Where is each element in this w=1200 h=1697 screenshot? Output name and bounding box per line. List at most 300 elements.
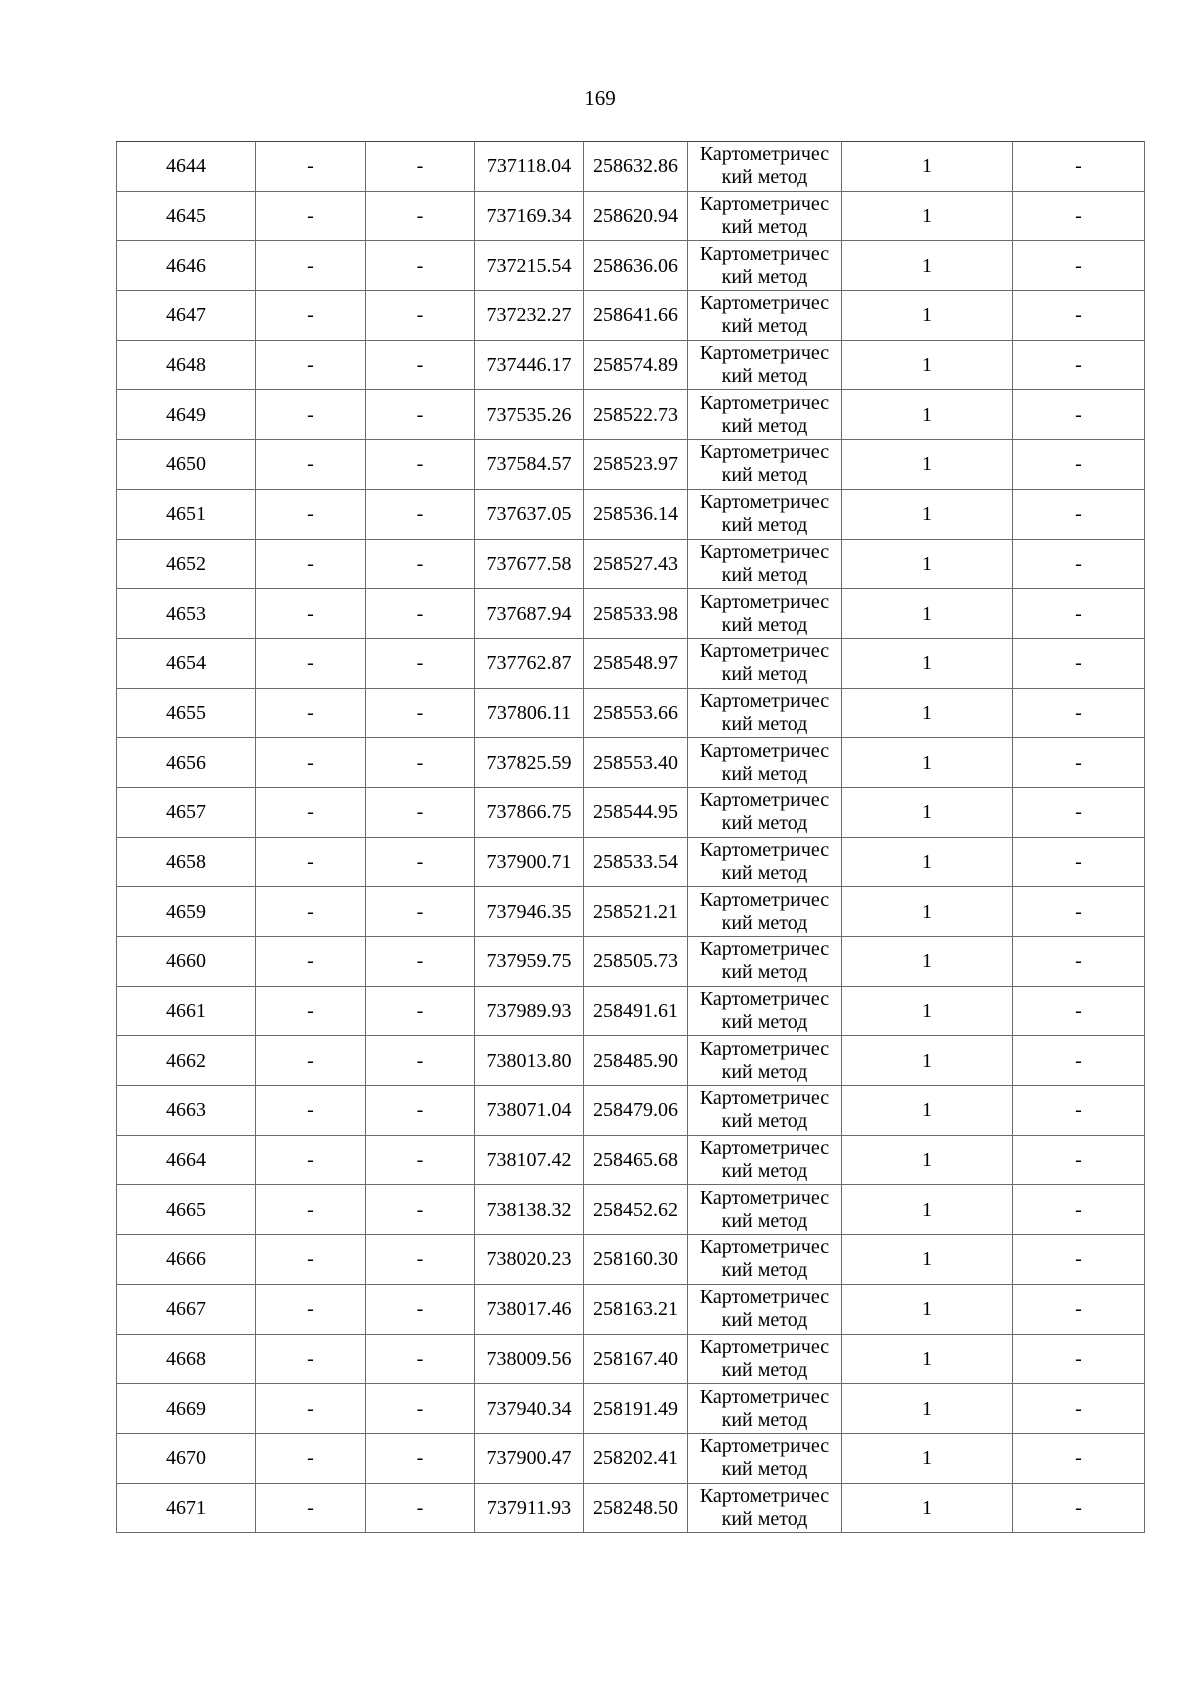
- accuracy-cell: 1: [842, 837, 1013, 887]
- dash-cell-c: -: [1013, 539, 1145, 589]
- method-line-1: Картометричес: [699, 1236, 830, 1259]
- method-line-2: кий метод: [721, 961, 808, 984]
- accuracy-cell: 1: [842, 1235, 1013, 1285]
- method-line-1: Картометричес: [699, 491, 830, 514]
- point-number-cell: 4666: [117, 1235, 256, 1285]
- dash-cell-c: -: [1013, 340, 1145, 390]
- x-coordinate-cell: 737215.54: [475, 241, 584, 291]
- dash-cell-a: -: [256, 738, 366, 788]
- method-line-1: Картометричес: [699, 590, 830, 613]
- dash-cell-a: -: [256, 688, 366, 738]
- y-coordinate-cell: 258465.68: [584, 1135, 688, 1185]
- method-cell: [688, 1235, 842, 1285]
- accuracy-cell: 1: [842, 1036, 1013, 1086]
- method-line-2: кий метод: [721, 216, 808, 239]
- dash-cell-c: -: [1013, 440, 1145, 490]
- y-coordinate-cell: 258553.40: [584, 738, 688, 788]
- method-line-1: Картометричес: [699, 689, 830, 712]
- method-cell: [688, 1334, 842, 1384]
- method-cell: [688, 837, 842, 887]
- method-line-1: Картометричес: [699, 1385, 830, 1408]
- dash-cell-c: -: [1013, 986, 1145, 1036]
- x-coordinate-cell: 737806.11: [475, 688, 584, 738]
- dash-cell-b: -: [366, 1334, 475, 1384]
- method-line-2: кий метод: [721, 1408, 808, 1431]
- dash-cell-a: -: [256, 1433, 366, 1483]
- dash-cell-b: -: [366, 1483, 475, 1533]
- table-row: [117, 1483, 1145, 1533]
- table-row: [117, 1284, 1145, 1334]
- y-coordinate-cell: 258641.66: [584, 291, 688, 341]
- dash-cell-c: -: [1013, 738, 1145, 788]
- table-row: [117, 1334, 1145, 1384]
- dash-cell-a: -: [256, 1334, 366, 1384]
- table-row: [117, 291, 1145, 341]
- dash-cell-c: -: [1013, 787, 1145, 837]
- dash-cell-b: -: [366, 291, 475, 341]
- dash-cell-a: -: [256, 440, 366, 490]
- method-cell: [688, 1135, 842, 1185]
- dash-cell-c: -: [1013, 1433, 1145, 1483]
- x-coordinate-cell: 737232.27: [475, 291, 584, 341]
- y-coordinate-cell: 258485.90: [584, 1036, 688, 1086]
- y-coordinate-cell: 258533.98: [584, 589, 688, 639]
- table-row: [117, 142, 1145, 192]
- dash-cell-a: -: [256, 489, 366, 539]
- point-number-cell: 4654: [117, 638, 256, 688]
- y-coordinate-cell: 258479.06: [584, 1086, 688, 1136]
- accuracy-cell: 1: [842, 1384, 1013, 1434]
- y-coordinate-cell: 258553.66: [584, 688, 688, 738]
- method-line-1: Картометричес: [699, 540, 830, 563]
- point-number-cell: 4662: [117, 1036, 256, 1086]
- method-line-2: кий метод: [721, 1309, 808, 1332]
- table-row: [117, 1185, 1145, 1235]
- x-coordinate-cell: 738138.32: [475, 1185, 584, 1235]
- method-line-2: кий метод: [721, 1259, 808, 1282]
- dash-cell-a: -: [256, 291, 366, 341]
- method-cell: [688, 638, 842, 688]
- method-cell: [688, 1036, 842, 1086]
- method-cell: [688, 241, 842, 291]
- dash-cell-a: -: [256, 937, 366, 987]
- dash-cell-c: -: [1013, 1334, 1145, 1384]
- point-number-cell: 4650: [117, 440, 256, 490]
- method-line-1: Картометричес: [699, 1335, 830, 1358]
- accuracy-cell: 1: [842, 1483, 1013, 1533]
- method-cell: [688, 291, 842, 341]
- x-coordinate-cell: 737677.58: [475, 539, 584, 589]
- method-cell: [688, 688, 842, 738]
- point-number-cell: 4651: [117, 489, 256, 539]
- dash-cell-a: -: [256, 142, 366, 192]
- y-coordinate-cell: 258163.21: [584, 1284, 688, 1334]
- dash-cell-b: -: [366, 390, 475, 440]
- method-line-2: кий метод: [721, 563, 808, 586]
- dash-cell-a: -: [256, 1384, 366, 1434]
- method-line-2: кий метод: [721, 1060, 808, 1083]
- method-line-1: Картометричес: [699, 1137, 830, 1160]
- table-row: [117, 1235, 1145, 1285]
- accuracy-cell: 1: [842, 1284, 1013, 1334]
- method-line-2: кий метод: [721, 1110, 808, 1133]
- dash-cell-b: -: [366, 1135, 475, 1185]
- dash-cell-b: -: [366, 1086, 475, 1136]
- method-cell: [688, 440, 842, 490]
- x-coordinate-cell: 738017.46: [475, 1284, 584, 1334]
- dash-cell-c: -: [1013, 1185, 1145, 1235]
- dash-cell-a: -: [256, 1086, 366, 1136]
- dash-cell-b: -: [366, 489, 475, 539]
- table-row: [117, 589, 1145, 639]
- table-row: [117, 688, 1145, 738]
- x-coordinate-cell: 738009.56: [475, 1334, 584, 1384]
- x-coordinate-cell: 737762.87: [475, 638, 584, 688]
- point-number-cell: 4652: [117, 539, 256, 589]
- accuracy-cell: 1: [842, 887, 1013, 937]
- method-cell: [688, 589, 842, 639]
- accuracy-cell: 1: [842, 1433, 1013, 1483]
- dash-cell-c: -: [1013, 837, 1145, 887]
- point-number-cell: 4663: [117, 1086, 256, 1136]
- accuracy-cell: 1: [842, 489, 1013, 539]
- dash-cell-c: -: [1013, 1135, 1145, 1185]
- dash-cell-b: -: [366, 1235, 475, 1285]
- y-coordinate-cell: 258632.86: [584, 142, 688, 192]
- dash-cell-a: -: [256, 1135, 366, 1185]
- dash-cell-b: -: [366, 1284, 475, 1334]
- dash-cell-c: -: [1013, 191, 1145, 241]
- dash-cell-a: -: [256, 390, 366, 440]
- method-line-1: Картометричес: [699, 1484, 830, 1507]
- point-number-cell: 4646: [117, 241, 256, 291]
- method-line-1: Картометричес: [699, 938, 830, 961]
- method-line-2: кий метод: [721, 1358, 808, 1381]
- x-coordinate-cell: 738013.80: [475, 1036, 584, 1086]
- method-line-2: кий метод: [721, 414, 808, 437]
- point-number-cell: 4669: [117, 1384, 256, 1434]
- dash-cell-b: -: [366, 340, 475, 390]
- point-number-cell: 4658: [117, 837, 256, 887]
- method-line-1: Картометричес: [699, 391, 830, 414]
- x-coordinate-cell: 737169.34: [475, 191, 584, 241]
- method-line-1: Картометричес: [699, 988, 830, 1011]
- x-coordinate-cell: 738020.23: [475, 1235, 584, 1285]
- dash-cell-b: -: [366, 1185, 475, 1235]
- method-line-2: кий метод: [721, 166, 808, 189]
- dash-cell-c: -: [1013, 1483, 1145, 1533]
- accuracy-cell: 1: [842, 390, 1013, 440]
- method-line-2: кий метод: [721, 1011, 808, 1034]
- dash-cell-c: -: [1013, 241, 1145, 291]
- x-coordinate-cell: 737637.05: [475, 489, 584, 539]
- x-coordinate-cell: 737687.94: [475, 589, 584, 639]
- accuracy-cell: 1: [842, 142, 1013, 192]
- dash-cell-b: -: [366, 1433, 475, 1483]
- dash-cell-b: -: [366, 738, 475, 788]
- point-number-cell: 4670: [117, 1433, 256, 1483]
- y-coordinate-cell: 258548.97: [584, 638, 688, 688]
- x-coordinate-cell: 738107.42: [475, 1135, 584, 1185]
- accuracy-cell: 1: [842, 1135, 1013, 1185]
- dash-cell-c: -: [1013, 1235, 1145, 1285]
- dash-cell-b: -: [366, 191, 475, 241]
- method-cell: [688, 191, 842, 241]
- point-number-cell: 4668: [117, 1334, 256, 1384]
- y-coordinate-cell: 258167.40: [584, 1334, 688, 1384]
- point-number-cell: 4660: [117, 937, 256, 987]
- method-line-2: кий метод: [721, 315, 808, 338]
- accuracy-cell: 1: [842, 937, 1013, 987]
- table-body: [117, 142, 1145, 1533]
- y-coordinate-cell: 258191.49: [584, 1384, 688, 1434]
- method-line-1: Картометричес: [699, 1186, 830, 1209]
- table-row: [117, 241, 1145, 291]
- dash-cell-b: -: [366, 440, 475, 490]
- accuracy-cell: 1: [842, 291, 1013, 341]
- dash-cell-a: -: [256, 1036, 366, 1086]
- dash-cell-a: -: [256, 986, 366, 1036]
- dash-cell-a: -: [256, 1483, 366, 1533]
- dash-cell-a: -: [256, 887, 366, 937]
- dash-cell-c: -: [1013, 291, 1145, 341]
- dash-cell-b: -: [366, 241, 475, 291]
- table-row: [117, 1036, 1145, 1086]
- x-coordinate-cell: 737900.71: [475, 837, 584, 887]
- method-line-1: Картометричес: [699, 1286, 830, 1309]
- method-cell: [688, 539, 842, 589]
- method-cell: [688, 887, 842, 937]
- point-number-cell: 4671: [117, 1483, 256, 1533]
- dash-cell-b: -: [366, 986, 475, 1036]
- method-line-2: кий метод: [721, 712, 808, 735]
- dash-cell-b: -: [366, 589, 475, 639]
- y-coordinate-cell: 258522.73: [584, 390, 688, 440]
- dash-cell-c: -: [1013, 1384, 1145, 1434]
- y-coordinate-cell: 258527.43: [584, 539, 688, 589]
- method-line-1: Картометричес: [699, 441, 830, 464]
- method-cell: [688, 1185, 842, 1235]
- accuracy-cell: 1: [842, 986, 1013, 1036]
- y-coordinate-cell: 258491.61: [584, 986, 688, 1036]
- x-coordinate-cell: 737866.75: [475, 787, 584, 837]
- dash-cell-a: -: [256, 1185, 366, 1235]
- y-coordinate-cell: 258505.73: [584, 937, 688, 987]
- dash-cell-b: -: [366, 539, 475, 589]
- table-row: [117, 1433, 1145, 1483]
- method-line-2: кий метод: [721, 812, 808, 835]
- table-row: [117, 440, 1145, 490]
- dash-cell-c: -: [1013, 1284, 1145, 1334]
- method-cell: [688, 489, 842, 539]
- method-line-2: кий метод: [721, 265, 808, 288]
- method-line-2: кий метод: [721, 464, 808, 487]
- method-line-1: Картометричес: [699, 1087, 830, 1110]
- table-row: [117, 986, 1145, 1036]
- accuracy-cell: 1: [842, 440, 1013, 490]
- dash-cell-a: -: [256, 340, 366, 390]
- x-coordinate-cell: 737118.04: [475, 142, 584, 192]
- accuracy-cell: 1: [842, 1185, 1013, 1235]
- method-cell: [688, 738, 842, 788]
- y-coordinate-cell: 258521.21: [584, 887, 688, 937]
- dash-cell-a: -: [256, 1284, 366, 1334]
- method-line-2: кий метод: [721, 1507, 808, 1530]
- method-line-1: Картометричес: [699, 888, 830, 911]
- accuracy-cell: 1: [842, 340, 1013, 390]
- y-coordinate-cell: 258160.30: [584, 1235, 688, 1285]
- method-cell: [688, 1433, 842, 1483]
- method-line-1: Картометричес: [699, 1435, 830, 1458]
- y-coordinate-cell: 258636.06: [584, 241, 688, 291]
- y-coordinate-cell: 258533.54: [584, 837, 688, 887]
- method-cell: [688, 937, 842, 987]
- method-cell: [688, 142, 842, 192]
- method-line-1: Картометричес: [699, 789, 830, 812]
- method-line-2: кий метод: [721, 365, 808, 388]
- y-coordinate-cell: 258452.62: [584, 1185, 688, 1235]
- method-line-1: Картометричес: [699, 1037, 830, 1060]
- method-line-1: Картометричес: [699, 292, 830, 315]
- y-coordinate-cell: 258574.89: [584, 340, 688, 390]
- point-number-cell: 4655: [117, 688, 256, 738]
- table-row: [117, 837, 1145, 887]
- method-cell: [688, 986, 842, 1036]
- x-coordinate-cell: 737825.59: [475, 738, 584, 788]
- method-cell: [688, 390, 842, 440]
- dash-cell-b: -: [366, 1384, 475, 1434]
- table-row: [117, 390, 1145, 440]
- accuracy-cell: 1: [842, 738, 1013, 788]
- table-row: [117, 738, 1145, 788]
- x-coordinate-cell: 737959.75: [475, 937, 584, 987]
- dash-cell-b: -: [366, 142, 475, 192]
- dash-cell-b: -: [366, 837, 475, 887]
- dash-cell-a: -: [256, 638, 366, 688]
- dash-cell-a: -: [256, 787, 366, 837]
- dash-cell-c: -: [1013, 688, 1145, 738]
- x-coordinate-cell: 737446.17: [475, 340, 584, 390]
- table-row: [117, 787, 1145, 837]
- accuracy-cell: 1: [842, 1086, 1013, 1136]
- dash-cell-b: -: [366, 887, 475, 937]
- method-line-1: Картометричес: [699, 242, 830, 265]
- y-coordinate-cell: 258536.14: [584, 489, 688, 539]
- dash-cell-c: -: [1013, 390, 1145, 440]
- point-number-cell: 4648: [117, 340, 256, 390]
- dash-cell-a: -: [256, 241, 366, 291]
- dash-cell-a: -: [256, 191, 366, 241]
- method-line-2: кий метод: [721, 861, 808, 884]
- method-line-1: Картометричес: [699, 838, 830, 861]
- method-line-2: кий метод: [721, 514, 808, 537]
- dash-cell-a: -: [256, 1235, 366, 1285]
- x-coordinate-cell: 738071.04: [475, 1086, 584, 1136]
- dash-cell-c: -: [1013, 142, 1145, 192]
- method-line-1: Картометричес: [699, 143, 830, 166]
- method-line-2: кий метод: [721, 663, 808, 686]
- x-coordinate-cell: 737989.93: [475, 986, 584, 1036]
- point-number-cell: 4661: [117, 986, 256, 1036]
- method-line-2: кий метод: [721, 762, 808, 785]
- table-row: [117, 1384, 1145, 1434]
- x-coordinate-cell: 737911.93: [475, 1483, 584, 1533]
- point-number-cell: 4656: [117, 738, 256, 788]
- dash-cell-b: -: [366, 688, 475, 738]
- point-number-cell: 4657: [117, 787, 256, 837]
- x-coordinate-cell: 737940.34: [475, 1384, 584, 1434]
- y-coordinate-cell: 258202.41: [584, 1433, 688, 1483]
- x-coordinate-cell: 737946.35: [475, 887, 584, 937]
- table-row: [117, 1135, 1145, 1185]
- dash-cell-b: -: [366, 787, 475, 837]
- point-number-cell: 4649: [117, 390, 256, 440]
- method-line-1: Картометричес: [699, 640, 830, 663]
- dash-cell-c: -: [1013, 638, 1145, 688]
- dash-cell-b: -: [366, 638, 475, 688]
- point-number-cell: 4653: [117, 589, 256, 639]
- method-line-2: кий метод: [721, 613, 808, 636]
- method-line-2: кий метод: [721, 1160, 808, 1183]
- dash-cell-c: -: [1013, 887, 1145, 937]
- method-line-1: Картометричес: [699, 342, 830, 365]
- method-line-1: Картометричес: [699, 193, 830, 216]
- x-coordinate-cell: 737584.57: [475, 440, 584, 490]
- point-number-cell: 4659: [117, 887, 256, 937]
- dash-cell-c: -: [1013, 489, 1145, 539]
- point-number-cell: 4664: [117, 1135, 256, 1185]
- table-row: [117, 340, 1145, 390]
- method-cell: [688, 1384, 842, 1434]
- accuracy-cell: 1: [842, 688, 1013, 738]
- accuracy-cell: 1: [842, 589, 1013, 639]
- dash-cell-c: -: [1013, 1086, 1145, 1136]
- accuracy-cell: 1: [842, 787, 1013, 837]
- accuracy-cell: 1: [842, 191, 1013, 241]
- table-row: [117, 1086, 1145, 1136]
- table-row: [117, 937, 1145, 987]
- method-cell: [688, 1086, 842, 1136]
- y-coordinate-cell: 258544.95: [584, 787, 688, 837]
- dash-cell-a: -: [256, 539, 366, 589]
- dash-cell-a: -: [256, 837, 366, 887]
- method-cell: [688, 787, 842, 837]
- coordinates-table: [116, 141, 1145, 1533]
- accuracy-cell: 1: [842, 539, 1013, 589]
- page-number: 169: [584, 86, 616, 110]
- y-coordinate-cell: 258620.94: [584, 191, 688, 241]
- method-line-2: кий метод: [721, 1458, 808, 1481]
- method-line-2: кий метод: [721, 1209, 808, 1232]
- method-cell: [688, 1483, 842, 1533]
- y-coordinate-cell: 258523.97: [584, 440, 688, 490]
- table-row: [117, 638, 1145, 688]
- x-coordinate-cell: 737535.26: [475, 390, 584, 440]
- dash-cell-b: -: [366, 937, 475, 987]
- point-number-cell: 4647: [117, 291, 256, 341]
- point-number-cell: 4644: [117, 142, 256, 192]
- point-number-cell: 4665: [117, 1185, 256, 1235]
- point-number-cell: 4645: [117, 191, 256, 241]
- method-line-1: Картометричес: [699, 739, 830, 762]
- accuracy-cell: 1: [842, 638, 1013, 688]
- dash-cell-a: -: [256, 589, 366, 639]
- method-cell: [688, 340, 842, 390]
- accuracy-cell: 1: [842, 241, 1013, 291]
- dash-cell-c: -: [1013, 1036, 1145, 1086]
- dash-cell-c: -: [1013, 937, 1145, 987]
- method-cell: [688, 1284, 842, 1334]
